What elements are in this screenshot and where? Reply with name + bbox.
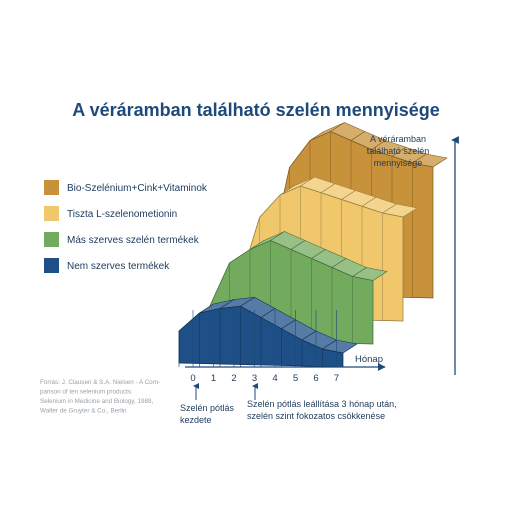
stop-annotation: Szelén pótlás leállítása 3 hónap után, <box>247 399 397 409</box>
x-tick-label: 3 <box>251 373 258 384</box>
legend <box>44 180 208 273</box>
annotations <box>180 386 397 425</box>
x-tick-label: 0 <box>190 373 196 384</box>
stop-annotation: szelén szint fokozatos csökkenése <box>247 411 386 421</box>
x-tick-label: 1 <box>210 373 217 384</box>
y-axis-label <box>367 134 430 168</box>
legend-swatch <box>44 258 59 273</box>
y-axis-label-line: található szelén <box>366 146 430 156</box>
x-tick-label: 7 <box>333 373 340 384</box>
x-tick-label: 4 <box>272 373 278 384</box>
legend-label: Tiszta L-szelenometionin <box>67 209 178 220</box>
source-line: Walter de Gruyter & Co., Berlin <box>40 407 127 415</box>
legend-label: Más szerves szelén termékek <box>67 235 199 246</box>
start-annotation: Szelén pótlás <box>180 403 235 413</box>
x-tick-label: 5 <box>292 373 299 384</box>
legend-swatch <box>44 180 59 195</box>
x-axis-label: Hónap <box>355 354 383 365</box>
legend-label: Nem szerves termékek <box>67 261 170 272</box>
legend-label: Bio-Szelénium+Cink+Vitaminok <box>67 183 207 194</box>
source-line: Selenium in Medicine and Biology, 1988, <box>40 398 154 405</box>
source-line: parison of ten selenium products. <box>40 388 133 396</box>
x-tick-label: 2 <box>231 373 237 384</box>
chart-title: A véráramban található szelén mennyisége <box>72 100 440 120</box>
start-annotation: kezdete <box>180 415 212 425</box>
legend-swatch <box>44 232 59 247</box>
y-axis-label-line: mennyisége <box>373 158 423 168</box>
source-note <box>40 379 160 415</box>
y-axis-label-line: A véráramban <box>369 134 427 144</box>
legend-swatch <box>44 206 59 221</box>
source-line: Forrás: J. Clausen & S.A. Nielsen - A Com- <box>40 379 161 386</box>
x-tick-label: 6 <box>313 373 319 384</box>
